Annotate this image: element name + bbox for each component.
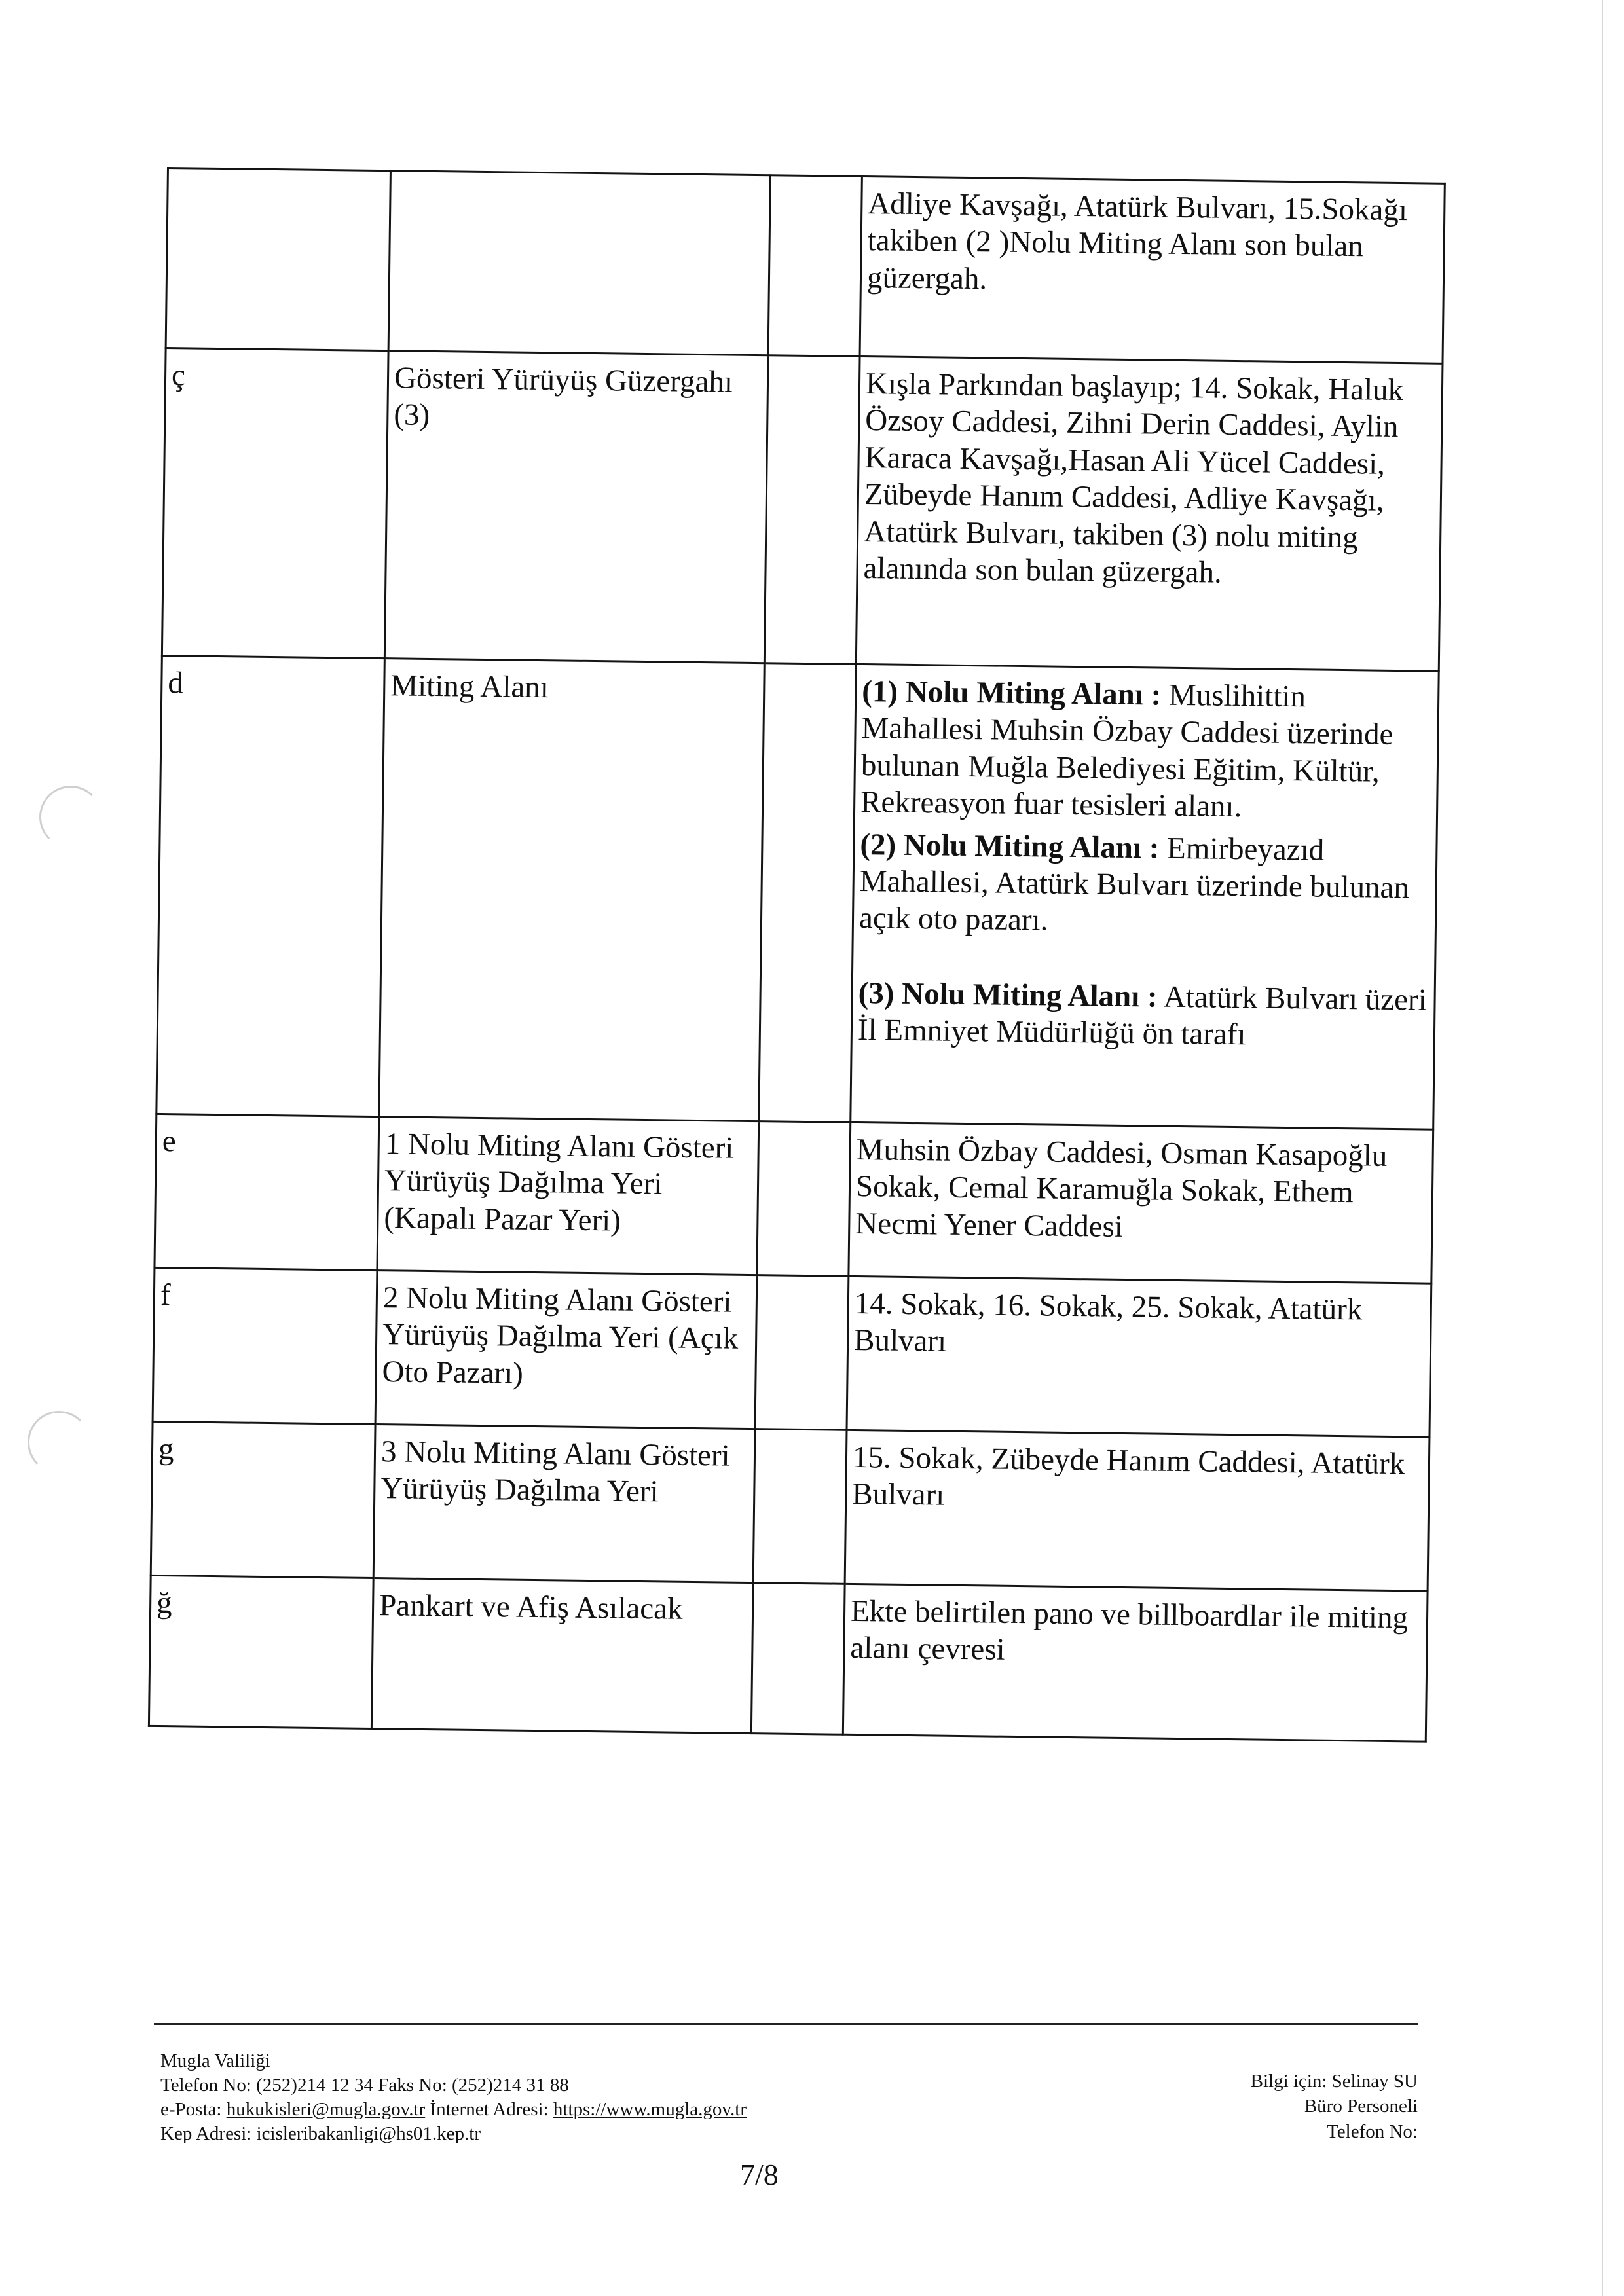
info-contact-role: Büro Personeli — [1304, 2096, 1418, 2117]
footer-email-web — [160, 2098, 747, 2122]
row-description — [843, 1584, 1428, 1741]
table-row — [155, 1114, 1433, 1283]
miting-area-3 — [858, 975, 1429, 1055]
footer-org: Mugla Valiliği — [160, 2050, 270, 2071]
miting-area-text: Muslihittin Mahallesi Muhsin Özbay Caddesi üzerinde bulunan Muğla Belediyesi Eğitim, Kültür, Rekreasyon fuar tesisleri alanı. — [860, 678, 1393, 824]
row-label: 1 Nolu Miting Alanı Gösteri Yürüyüş Dağılma Yeri (Kapalı Pazar Yeri) — [377, 1117, 759, 1275]
web-link[interactable]: https://www.mugla.gov.tr — [553, 2099, 747, 2121]
row-description — [847, 1276, 1431, 1437]
email-label: e-Posta: — [160, 2099, 227, 2121]
row-description — [845, 1430, 1430, 1591]
row-letter — [166, 168, 390, 351]
miting-area-text: Atatürk Bulvarı üzeri İl Emniyet Müdürlüğü ön tarafı — [857, 979, 1428, 1052]
row-empty-cell — [757, 1121, 851, 1277]
miting-area-title: (2) Nolu Miting Alanı : — [860, 827, 1160, 866]
table-row — [153, 1267, 1431, 1437]
row-empty-cell — [759, 663, 857, 1123]
row-letter: e — [155, 1114, 379, 1270]
description-text: Ekte belirtilen pano ve billboardlar ile miting alanı çevresi — [850, 1594, 1409, 1667]
row-letter: g — [151, 1421, 375, 1578]
row-letter: f — [153, 1267, 377, 1424]
description-text: 15. Sokak, Zübeyde Hanım Caddesi, Atatürk Bulvarı — [851, 1440, 1405, 1513]
miting-areas — [851, 664, 1439, 1129]
miting-area-text: Emirbeyazıd Mahallesi, Atatürk Bulvarı üzerinde bulunan açık oto pazarı. — [858, 831, 1410, 938]
info-contact-name: Bilgi için: Selinay SU — [1250, 2071, 1418, 2092]
miting-area-title: (1) Nolu Miting Alanı : — [861, 674, 1162, 712]
footer-contact — [160, 2049, 747, 2146]
row-label: Gösteri Yürüyüş Güzergahı (3) — [384, 351, 768, 663]
footer-phone: Telefon No: (252)214 12 34 Faks No: (252)214 31 88 — [160, 2075, 569, 2096]
row-label: 3 Nolu Miting Alanı Gösteri Yürüyüş Dağılma Yeri — [373, 1425, 755, 1583]
web-label: İnternet Adresi: — [425, 2099, 553, 2121]
footer-divider — [154, 2023, 1418, 2025]
row-empty-cell — [755, 1275, 849, 1430]
table-row — [162, 348, 1443, 671]
miting-area-2 — [859, 826, 1431, 944]
row-empty-cell — [753, 1429, 847, 1584]
page-footer — [154, 2023, 1418, 2193]
email-link[interactable]: hukukisleri@mugla.gov.tr — [226, 2099, 426, 2121]
page-edge-shadow — [1602, 0, 1603, 2296]
description-text: Kışla Parkından başlayıp; 14. Sokak, Haluk Özsoy Caddesi, Zihni Derin Caddesi, Aylin Karaca Kavşağı,Hasan Ali Yücel Caddesi, Zübeyde Hanım Caddesi, Adliye Kavşağı, Atatürk Bulvarı, takiben (3) nolu miting alanında son bulan güzergah. — [863, 367, 1404, 590]
row-letter: ç — [162, 348, 388, 658]
table-row — [166, 168, 1445, 364]
row-label: Pankart ve Afiş Asılacak — [371, 1578, 753, 1734]
footer-kep: Kep Adresi: icisleribakanligi@hs01.kep.tr — [160, 2123, 481, 2145]
miting-area-title: (3) Nolu Miting Alanı : — [858, 975, 1158, 1014]
description-text: Adliye Kavşağı, Atatürk Bulvarı, 15.Sokağı takiben (2 )Nolu Miting Alanı son bulan güzergah. — [866, 187, 1408, 297]
row-letter: ğ — [149, 1575, 373, 1728]
row-description — [856, 356, 1443, 671]
row-description — [860, 176, 1445, 363]
row-empty-cell — [751, 1583, 845, 1735]
info-contact-phone: Telefon No: — [1327, 2121, 1418, 2142]
footer-info — [1251, 2069, 1418, 2144]
miting-area-1 — [860, 673, 1433, 828]
description-text: Muhsin Özbay Caddesi, Osman Kasapoğlu Sokak, Cemal Karamuğla Sokak, Ethem Necmi Yener Caddesi — [855, 1132, 1388, 1244]
row-label — [388, 171, 770, 355]
description-text: 14. Sokak, 16. Sokak, 25. Sokak, Atatürk Bulvarı — [853, 1286, 1363, 1359]
row-label: Miting Alanı — [379, 659, 765, 1121]
route-table — [148, 167, 1446, 1743]
row-label: 2 Nolu Miting Alanı Gösteri Yürüyüş Dağılma Yeri (Açık Oto Pazarı) — [375, 1271, 757, 1429]
row-empty-cell — [768, 175, 862, 357]
row-description — [849, 1122, 1433, 1283]
table-row — [149, 1575, 1428, 1741]
table-row — [151, 1421, 1430, 1591]
row-empty-cell — [764, 355, 860, 665]
punch-hole-mark — [39, 786, 102, 848]
punch-hole-mark — [28, 1411, 90, 1474]
table-row — [157, 655, 1439, 1129]
page-number: 7/8 — [740, 2158, 779, 2191]
row-letter: d — [157, 655, 385, 1116]
